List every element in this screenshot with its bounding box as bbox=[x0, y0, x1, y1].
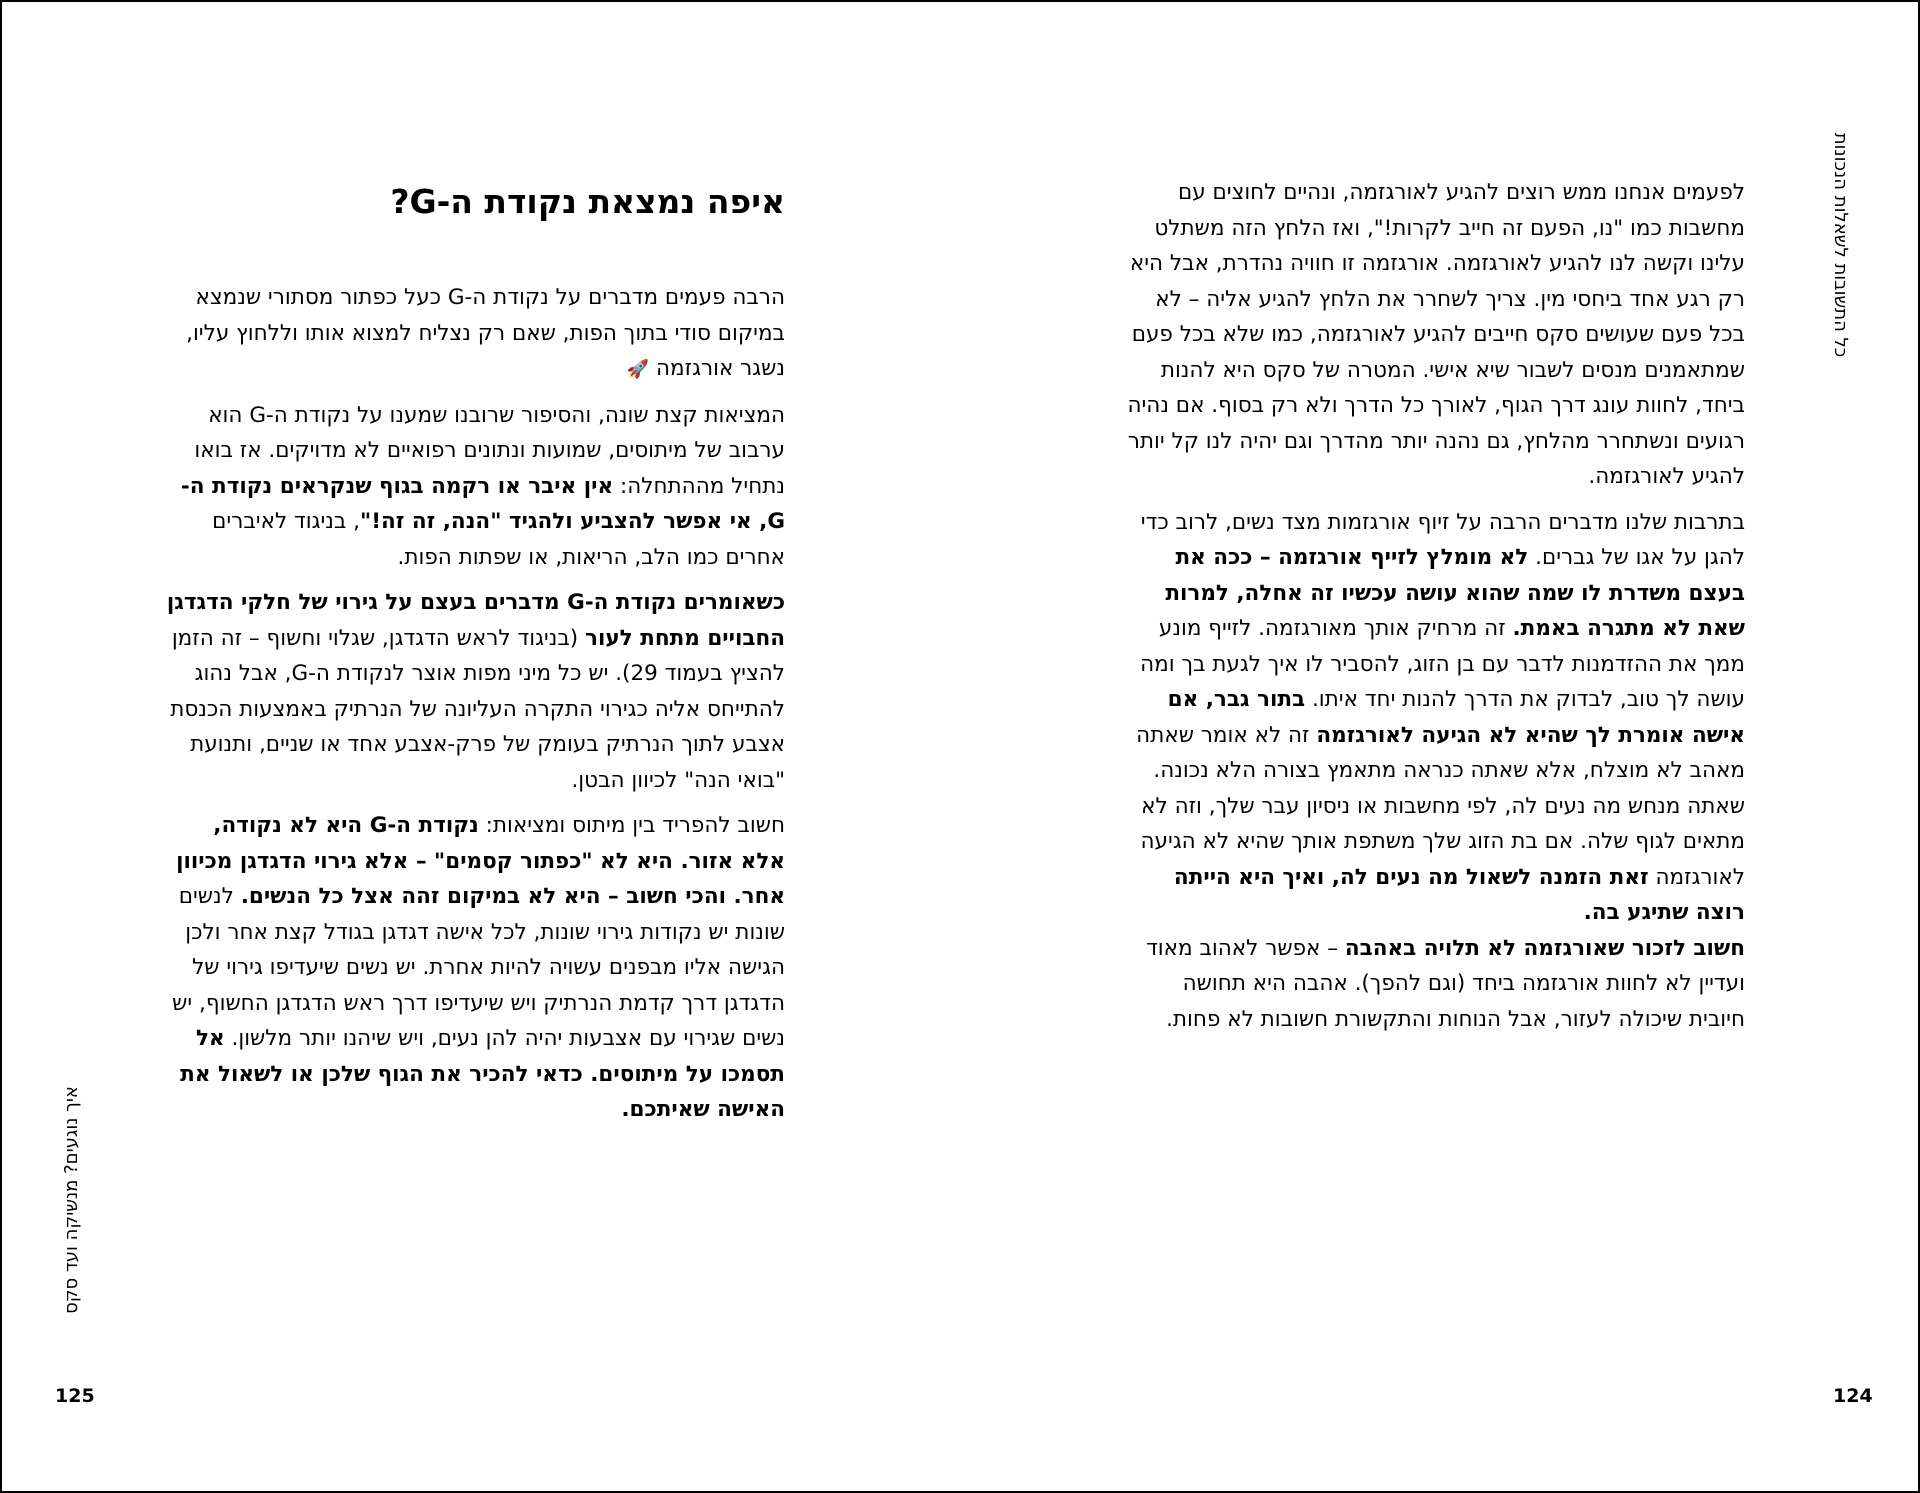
paragraph-1 bbox=[165, 280, 785, 388]
text-run: המציאות קצת שונה, והסיפור שרובנו שמענו על נקודת ה-G הוא ערבוב של מיתוסים, שמועות ונתונים רפואיים לא מדויקים. אז בואו נתחיל מההתחלה: bbox=[194, 402, 785, 499]
text-run: זה מרחיק אותך מאורגזמה. לזייף מונע ממך את ההזדמנות לדבר עם בן הזוג, להסביר לו איך לגעת בך ומה עושה לך טוב, לבדוק את הדרך להנות יחד איתו. bbox=[1140, 616, 1745, 712]
text-run: בתרבות שלנו מדברים הרבה על זיוף אורגזמות מצד נשים, לרוב כדי להגן על אגו של גברים. bbox=[1140, 509, 1745, 570]
bold-text: כשאומרים נקודת ה-G מדברים בעצם על גירוי של חלקי הדגדגן החבויים מתחת לעור bbox=[166, 590, 785, 651]
bold-text: אין איבר או רקמה בגוף שנקראים נקודת ה-G, אי אפשר להצביע ולהגיד "הנה, זה זה!" bbox=[180, 473, 785, 534]
paragraph-2 bbox=[1125, 505, 1745, 931]
text-run: חשוב להפריד בין מיתוס ומציאות: bbox=[478, 813, 785, 838]
page-number-left: 125 bbox=[55, 1385, 95, 1407]
paragraph-2 bbox=[165, 398, 785, 576]
bold-text: אל תסמכו על מיתוסים. כדאי להכיר את הגוף שלכן או לשאול את האישה שאיתכם. bbox=[180, 1026, 785, 1122]
paragraph-3 bbox=[165, 585, 785, 798]
bold-text: לא מומלץ לזייף אורגזמה – ככה את בעצם משדרת לו שמה שהוא עושה עכשיו זה אחלה, למרות שאת לא מתגרה באמת. bbox=[1165, 545, 1745, 641]
paragraph-1 bbox=[1125, 175, 1745, 495]
text-run: זה לא אומר שאתה מאהב לא מוצלח, אלא שאתה כנראה מתאמץ בצורה הלא נכונה. שאתה מנחש מה נעים לה, לפי מחשבות או ניסיון עבר שלך, וזה לא מתאים לגוף שלה. אם בת הזוג שלך משתפת אותך שהיא לא הגיעה לאורגזמה bbox=[1136, 722, 1745, 890]
text-run: – אפשר לאהוב מאוד ועדיין לא לחוות אורגזמה ביחד (וגם להפך). אהבה היא תחושה חיובית שיכולה לעזור, אבל הנוחות והתקשורת חשובות לא פחות. bbox=[1146, 935, 1745, 1032]
bold-text: בתור גבר, אם אישה אומרת לך שהיא לא הגיעה לאורגזמה bbox=[1167, 687, 1745, 748]
running-header-left: איך נוגעים? מנשיקה ועד סקס bbox=[61, 1086, 82, 1314]
paragraph-3 bbox=[1125, 931, 1745, 1038]
rocket-icon: 🚀 bbox=[626, 359, 650, 380]
page-number-right: 124 bbox=[1833, 1385, 1873, 1407]
bold-text: נקודת ה-G היא לא נקודה, אלא אזור. היא לא "כפתור קסמים" – אלא גירוי הדגדגן מכיוון אחר. והכי חשוב – היא לא במיקום זהה אצל כל הנשים. bbox=[176, 813, 785, 909]
text-run: לנשים שונות יש נקודות גירוי שונות, לכל אישה דגדגן בגודל קצת אחר ולכן הגישה אליו מבפנים עשויה להיות אחרת. יש נשים שיעדיפו גירוי של הדגדגן דרך קדמת הנרתיק ויש שיעדיפו דרך ראש הדגדגן החשוף, יש נשים שגירוי עם אצבעות יהיה להן נעים, ויש שיהנו יותר מלשון. bbox=[172, 884, 785, 1051]
text-run: , בניגוד לאיברים אחרים כמו הלב, הריאות, או שפתות הפות. bbox=[212, 509, 785, 570]
text-run: הרבה פעמים מדברים על נקודת ה-G כעל כפתור מסתורי שנמצא במיקום סודי בתוך הפות, שאם רק נצליח למצוא אותו וללחוץ עליו, נשגר אורגזמה bbox=[186, 285, 785, 381]
bold-text: חשוב לזכור שאורגזמה לא תלויה באהבה bbox=[1344, 935, 1745, 961]
text-run: (בניגוד לראש הדגדגן, שגלוי וחשוף – זה הזמן להציץ בעמוד 29). יש כל מיני מפות אוצר לנקודת ה-G, אבל נהוג להתייחס אליה כגירוי התקרה העליונה של הנרתיק באמצעות הכנסת אצבע לתוך הנרתיק בעומק של פרק-אצבע אחד או שניים, ותנועת "בואי הנה" לכיוון הבטן. bbox=[170, 625, 785, 793]
running-header-right: כל התשובות לשאלות הנכונות bbox=[1830, 132, 1851, 358]
left-page-body bbox=[165, 280, 785, 1138]
paragraph-4 bbox=[165, 808, 785, 1128]
text-run: לפעמים אנחנו ממש רוצים להגיע לאורגזמה, ונהיים לחוצים עם מחשבות כמו "נו, הפעם זה חייב לקרות!", ואז הלחץ הזה משתלט עלינו וקשה לנו להגיע לאורגזמה. אורגזמה זו חוויה נהדרת, אבל היא רק רגע אחד ביחסי מין. צריך לשחרר את הלחץ להגיע אליה – לא בכל פעם שעושים סקס חייבים להגיע לאורגזמה, כמו שלא בכל פעם שמתאמנים מנסים לשבור שיא אישי. המטרה של סקס היא להנות ביחד, לחוות עונג דרך הגוף, לאורך כל הדרך ולא רק בסוף. אם נהיה רגועים ונשתחרר מהלחץ, גם נהנה יותר מהדרך וגם יהיה לנו קל יותר להגיע לאורגזמה. bbox=[1127, 180, 1745, 489]
bold-text: זאת הזמנה לשאול מה נעים לה, ואיך היא הייתה רוצה שתיגע בה. bbox=[1173, 864, 1745, 925]
right-page-body bbox=[1125, 175, 1745, 1047]
page-title: איפה נמצאת נקודת ה-G? bbox=[390, 182, 785, 221]
